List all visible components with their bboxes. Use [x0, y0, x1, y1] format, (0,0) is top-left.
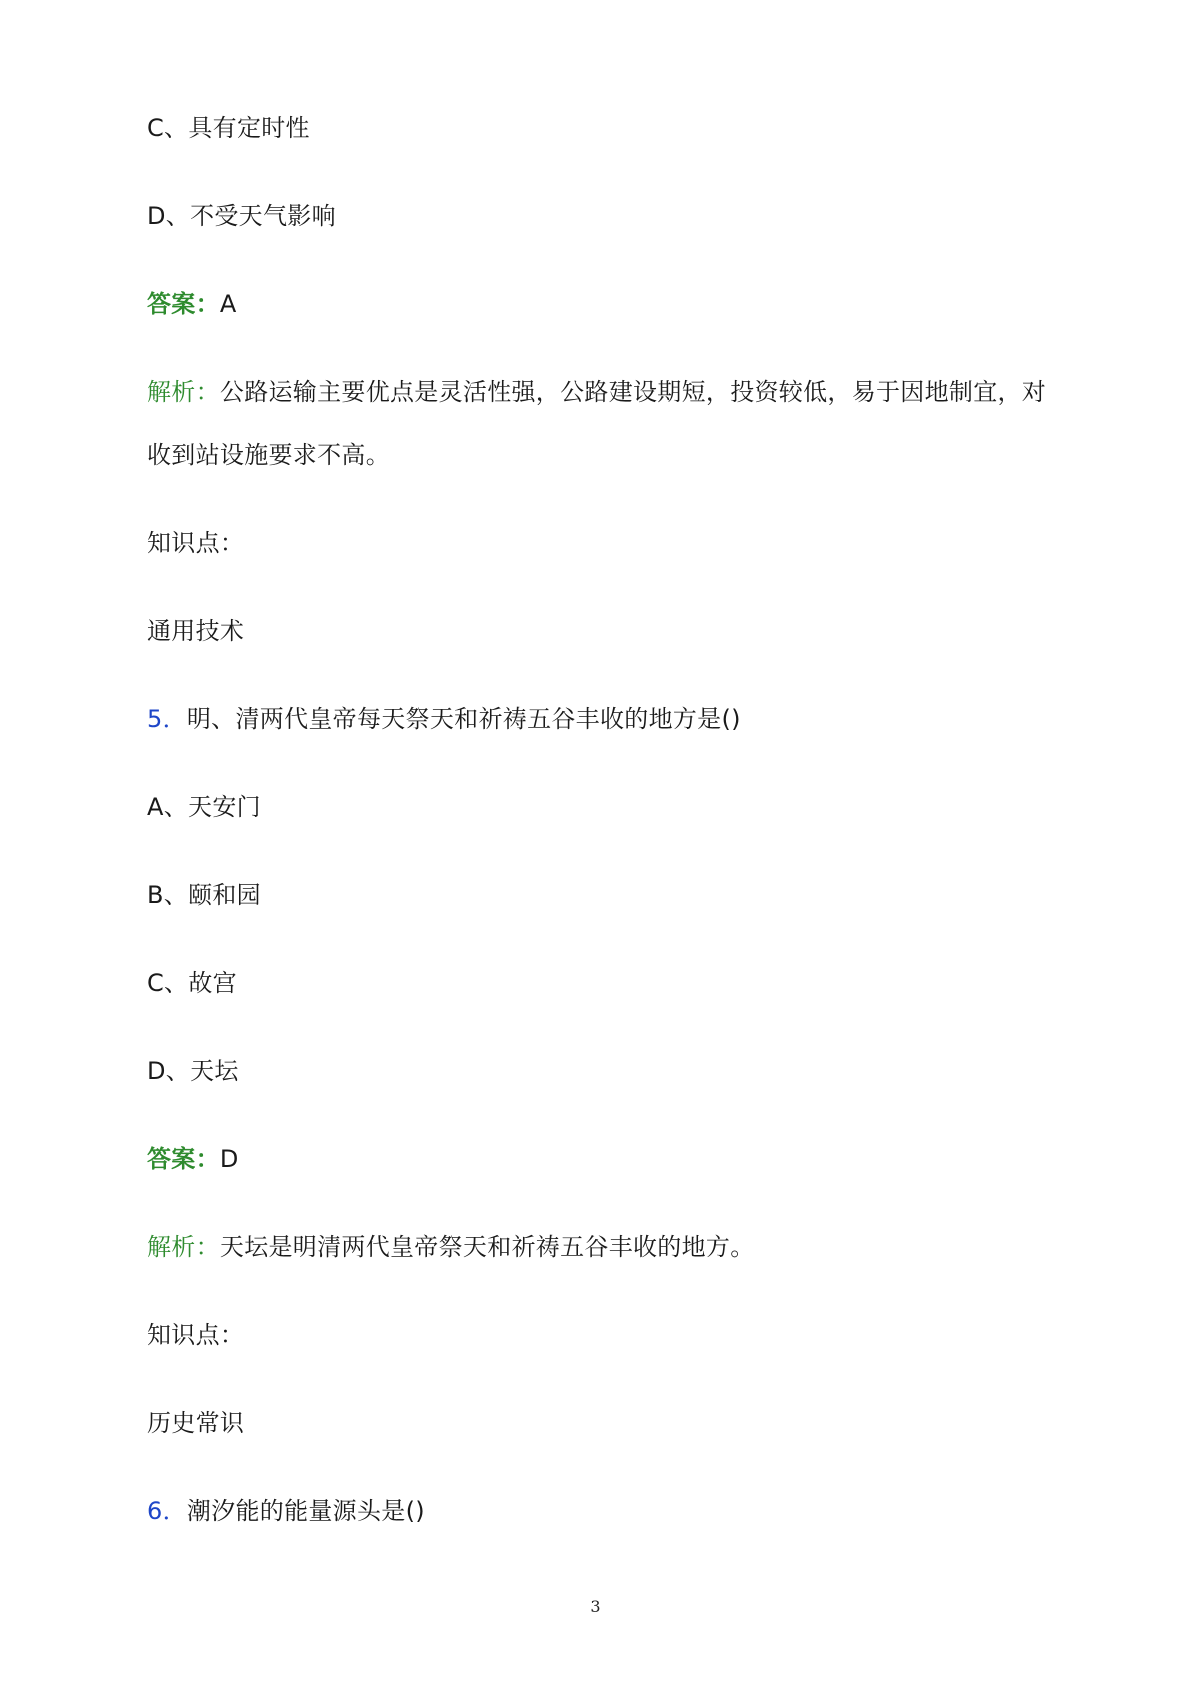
analysis-text: 天坛是明清两代皇帝祭天和祈祷五谷丰收的地方。 [219, 1233, 755, 1261]
q4-knowledge-value: 通用技术 [147, 617, 245, 645]
q4-analysis-line-1 [147, 376, 1046, 408]
answer-value: D [219, 1145, 239, 1173]
page-number: 3 [590, 1597, 601, 1616]
q5-knowledge-value: 历史常识 [147, 1409, 245, 1437]
analysis-label: 解析： [147, 1233, 220, 1261]
q5-question [147, 703, 741, 735]
analysis-text: 公路运输主要优点是灵活性强，公路建设期短，投资较低，易于因地制宜，对 [219, 378, 1047, 406]
q4-option-c: C、具有定时性 [147, 114, 310, 142]
question-number: 5． [147, 705, 187, 733]
q4-analysis-line-2: 收到站设施要求不高。 [147, 441, 390, 469]
question-text: 明、清两代皇帝每天祭天和祈祷五谷丰收的地方是() [186, 705, 741, 733]
answer-value: A [219, 290, 237, 318]
answer-label: 答案： [147, 1145, 220, 1173]
q6-question [147, 1495, 425, 1527]
q5-analysis [147, 1231, 755, 1263]
q4-option-d: D、不受天气影响 [147, 202, 336, 230]
q5-option-d: D、天坛 [147, 1057, 239, 1085]
q5-option-c: C、故宫 [147, 969, 237, 997]
question-number: 6． [147, 1497, 187, 1525]
q5-answer [147, 1143, 239, 1175]
analysis-label: 解析： [147, 378, 220, 406]
q4-answer [147, 288, 237, 320]
q4-knowledge-label: 知识点： [147, 529, 245, 557]
question-text: 潮汐能的能量源头是() [186, 1497, 425, 1525]
answer-label: 答案： [147, 290, 220, 318]
q5-option-a: A、天安门 [147, 793, 261, 821]
q5-option-b: B、颐和园 [147, 881, 261, 909]
q5-knowledge-label: 知识点： [147, 1321, 245, 1349]
